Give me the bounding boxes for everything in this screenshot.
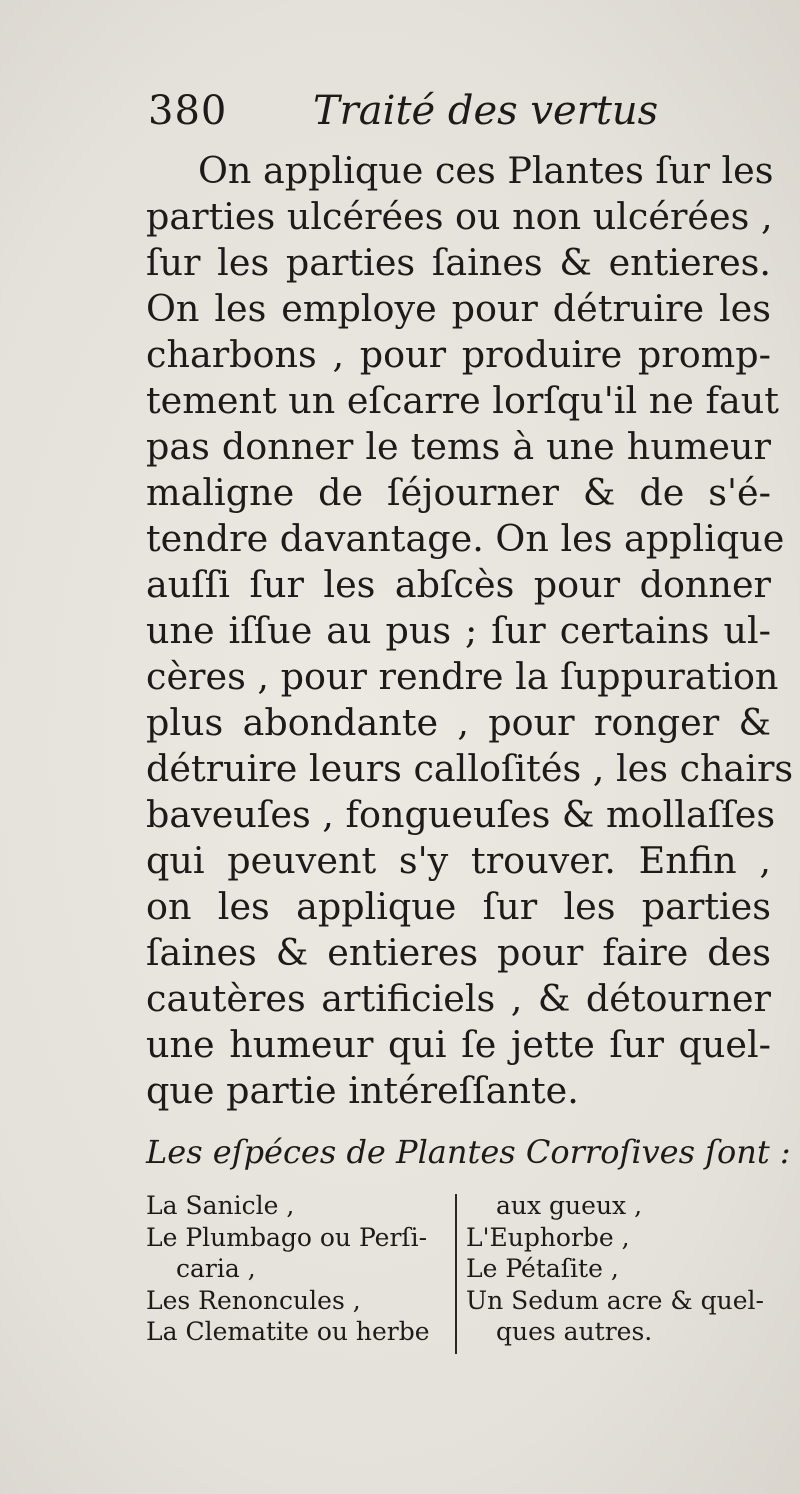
species-item: La Clematite ou herbe: [146, 1317, 430, 1346]
text-line: parties ulcérées ou non ulcérées ,: [146, 195, 773, 238]
species-right-column: [466, 1190, 771, 1348]
species-left-column: [146, 1190, 446, 1348]
species-item: Le Plumbago ou Perſi-: [146, 1222, 428, 1252]
text-line: charbons , pour produire promp-: [146, 333, 771, 376]
running-title: Traité des vertus: [313, 88, 659, 134]
species-item: L'Euphorbe ,: [466, 1222, 630, 1252]
text-line: que partie intéreſſante.: [146, 1069, 579, 1112]
text-line: pas donner le tems à une humeur: [146, 425, 771, 468]
text-line: maligne de ſéjourner & de s'é-: [146, 471, 771, 514]
text-line: on les applique ſur les parties: [146, 885, 771, 928]
species-heading: Les eſpéces de Plantes Corroſives ſont :: [146, 1133, 791, 1171]
species-item: Un Sedum acre & quel-: [466, 1285, 764, 1315]
text-line: tendre davantage. On les applique: [146, 517, 785, 560]
species-item: Les Renoncules ,: [146, 1285, 361, 1315]
text-line: détruire leurs calloſités , les chairs: [146, 747, 794, 790]
text-line: une iſſue au pus ; ſur certains ul-: [146, 609, 771, 652]
text-line: auſſi ſur les abſcès pour donner: [146, 563, 771, 606]
text-line: On les employe pour détruire les: [146, 287, 771, 330]
text-line: ſur les parties ſaines & entieres.: [146, 241, 771, 284]
text-line: baveuſes , fongueuſes & mollaſſes: [146, 793, 776, 836]
text-line: qui peuvent s'y trouver. Enfin ,: [146, 839, 771, 882]
column-divider: [455, 1194, 457, 1354]
species-item: ques autres.: [496, 1317, 653, 1346]
text-line: plus abondante , pour ronger &: [146, 701, 771, 744]
text-line: une humeur qui ſe jette ſur quel-: [146, 1023, 771, 1066]
species-item: Le Pétaſite ,: [466, 1254, 619, 1283]
text-line: cères , pour rendre la ſuppuration: [146, 655, 779, 698]
text-line: tement un eſcarre lorſqu'il ne faut: [146, 379, 779, 422]
page-number: 380: [148, 88, 228, 134]
text-line: On applique ces Plantes ſur les: [198, 149, 774, 192]
running-head: [148, 88, 768, 138]
species-item: aux gueux ,: [496, 1191, 643, 1220]
species-list: [146, 1190, 771, 1365]
species-item: caria ,: [176, 1254, 256, 1283]
species-item: La Sanicle ,: [146, 1191, 295, 1220]
text-line: cautères artificiels , & détourner: [146, 977, 771, 1020]
text-line: ſaines & entieres pour faire des: [146, 931, 771, 974]
body-paragraph: [146, 148, 794, 1114]
